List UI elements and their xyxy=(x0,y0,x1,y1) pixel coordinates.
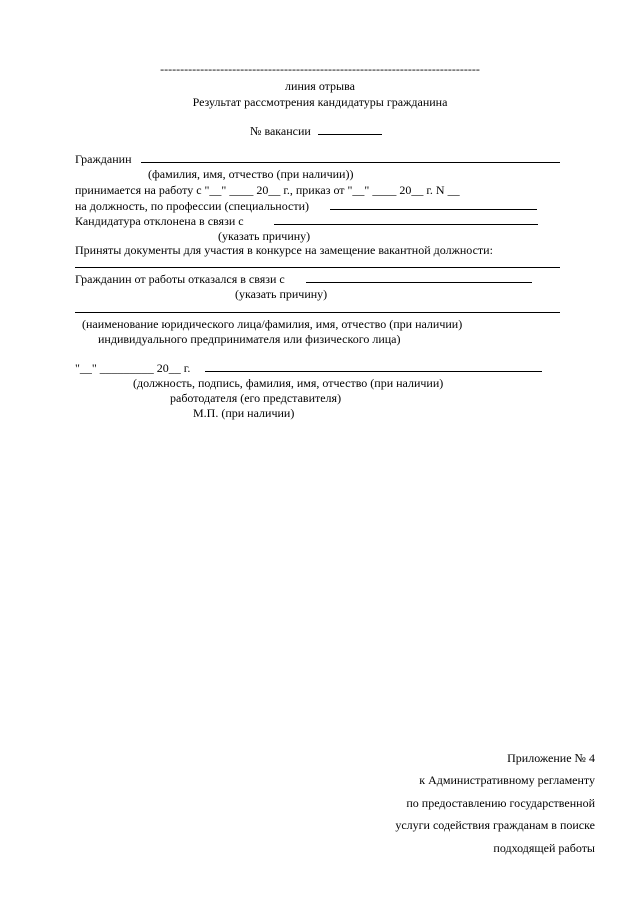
vacancy-number-field[interactable] xyxy=(318,134,382,135)
appendix-line2: к Административному регламенту xyxy=(419,773,595,787)
citizen-label: Гражданин xyxy=(75,152,132,166)
refused-reason-hint: (указать причину) xyxy=(235,287,328,301)
hired-line: принимается на работу с "__" ____ 20__ г., приказ от "__" ____ 20__ г. N __ xyxy=(75,183,460,197)
appendix-line1: Приложение № 4 xyxy=(507,751,595,765)
citizen-name-field[interactable] xyxy=(141,162,560,163)
tear-line-label: линия отрыва xyxy=(285,79,355,93)
vacancy-label: № вакансии xyxy=(250,124,311,138)
rejected-label: Кандидатура отклонена в связи с xyxy=(75,214,244,228)
signature-hint-line2: работодателя (его представителя) xyxy=(170,391,342,405)
employer-hint-line1: (наименование юридического лица/фамилия, имя, отчество (при наличии) xyxy=(82,317,463,331)
signature-hint-line1: (должность, подпись, фамилия, имя, отчество (при наличии) xyxy=(133,376,444,390)
appendix-line5: подходящей работы xyxy=(493,841,595,855)
position-label: на должность, по профессии (специальности) xyxy=(75,199,309,213)
rejected-reason-hint: (указать причину) xyxy=(218,229,311,243)
signature-field[interactable] xyxy=(205,371,542,372)
employer-name-field[interactable] xyxy=(75,312,560,313)
signature-date: "__" _________ 20__ г. xyxy=(75,361,191,375)
position-field[interactable] xyxy=(330,209,537,210)
result-title: Результат рассмотрения кандидатуры гражданина xyxy=(192,95,448,109)
appendix-line3: по предоставлению государственной xyxy=(406,796,595,810)
refused-label: Гражданин от работы отказался в связи с xyxy=(75,272,285,286)
tear-line-dashes: -------------------------------------------------------------------------------- xyxy=(160,62,480,76)
documents-field[interactable] xyxy=(75,267,560,268)
citizen-name-hint: (фамилия, имя, отчество (при наличии)) xyxy=(148,167,354,181)
appendix-line4: услуги содействия гражданам в поиске xyxy=(395,818,595,832)
rejected-reason-field[interactable] xyxy=(274,224,538,225)
documents-label: Приняты документы для участия в конкурсе на замещение вакантной должности: xyxy=(75,243,493,257)
refused-reason-field[interactable] xyxy=(306,282,532,283)
employer-hint-line2: индивидуального предпринимателя или физического лица) xyxy=(98,332,401,346)
stamp-label: М.П. (при наличии) xyxy=(193,406,295,420)
